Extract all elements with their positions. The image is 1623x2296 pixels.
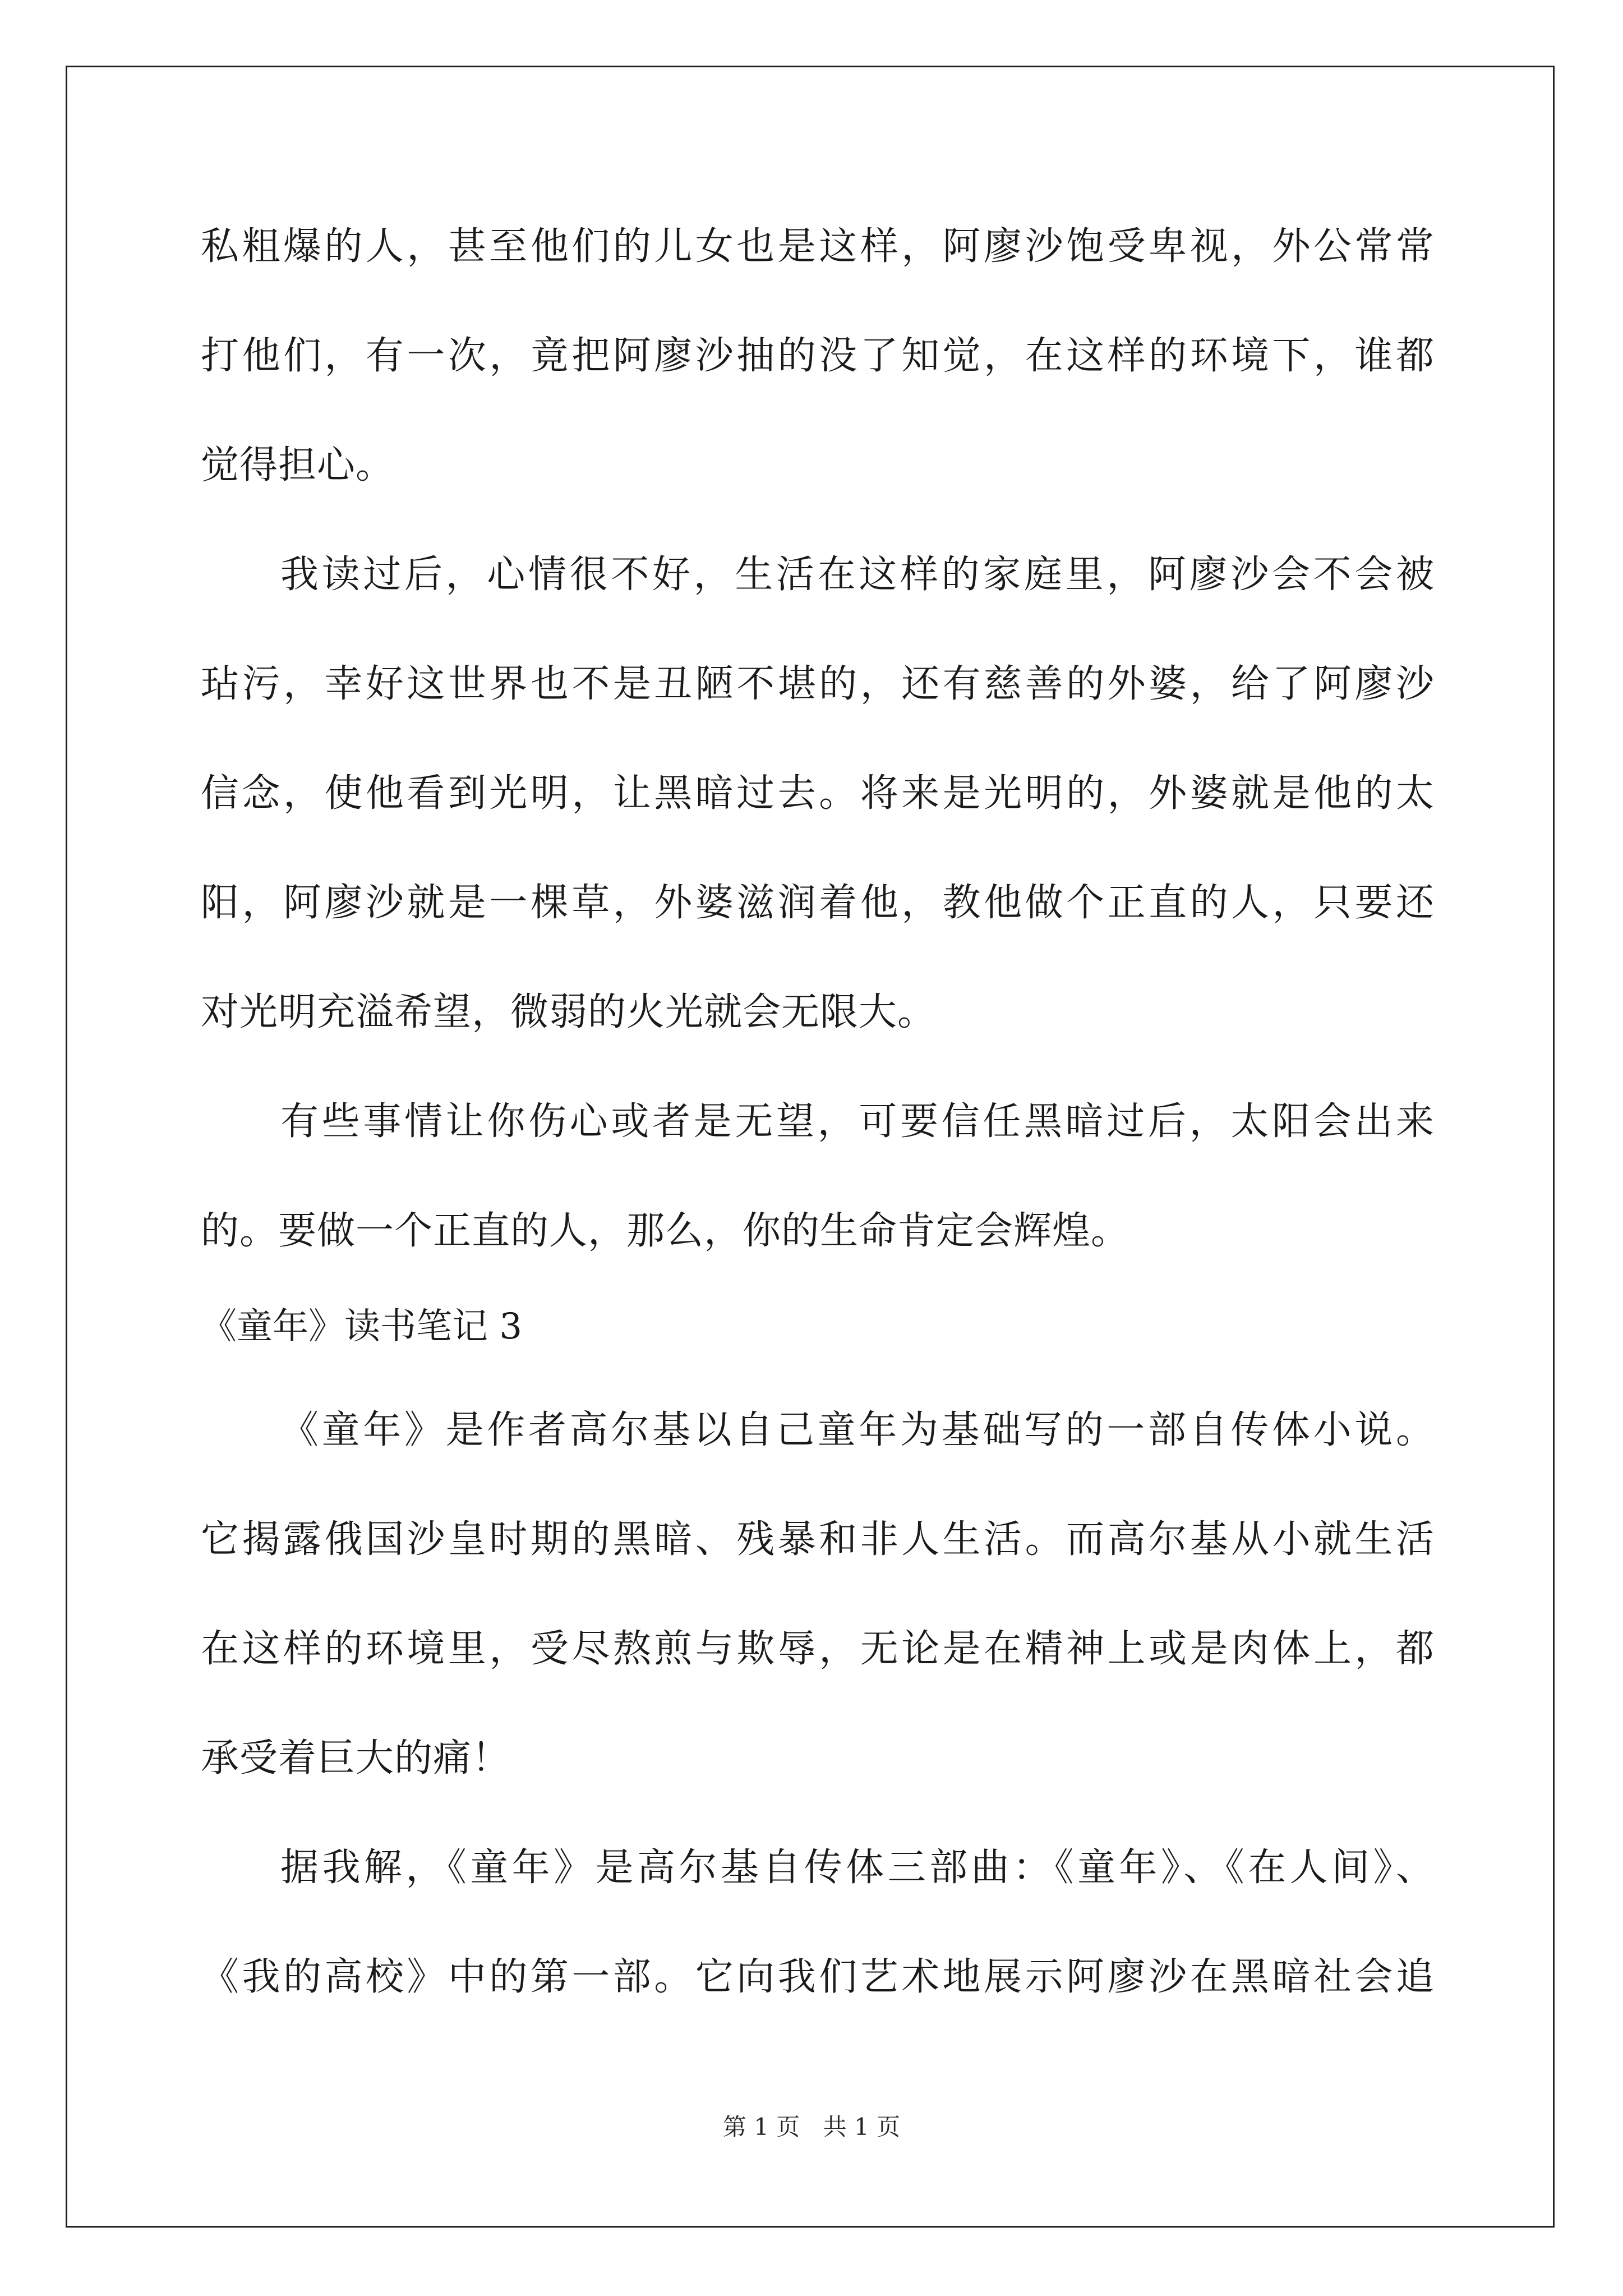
body-text-line: 打他们，有一次，竟把阿廖沙抽的没了知觉，在这样的环境下，谁都 — [201, 334, 1435, 378]
body-text-line: 对光明充溢希望，微弱的火光就会无限大。 — [201, 990, 937, 1034]
body-text-line: 私粗爆的人，甚至他们的儿女也是这样，阿廖沙饱受卑视，外公常常 — [201, 224, 1435, 269]
body-text-line: 《我的高校》中的第一部。它向我们艺术地展示阿廖沙在黑暗社会追 — [201, 1955, 1435, 1999]
body-text-line: 觉得担心。 — [201, 443, 395, 487]
page-footer — [0, 2110, 1623, 2144]
body-text-line: 承受着巨大的痛！ — [201, 1736, 511, 1780]
body-text-line: 阳，阿廖沙就是一棵草，外婆滋润着他，教他做个正直的人，只要还 — [201, 881, 1435, 925]
body-text-line: 有些事情让你伤心或者是无望，可要信任黑暗过后，太阳会出来 — [280, 1099, 1435, 1144]
body-text-line: 玷污，幸好这世界也不是丑陋不堪的，还有慈善的外婆，给了阿廖沙 — [201, 662, 1435, 706]
body-text-line: 它揭露俄国沙皇时期的黑暗、残暴和非人生活。而高尔基从小就生活 — [201, 1517, 1435, 1562]
body-text-line: 据我解，《童年》是高尔基自传体三部曲：《童年》、《在人间》、 — [280, 1846, 1435, 1890]
body-text-line: 信念，使他看到光明，让黑暗过去。将来是光明的，外婆就是他的太 — [201, 771, 1435, 816]
page-number-current: 第 1 页 — [722, 2113, 800, 2141]
section-heading: 《童年》读书笔记 3 — [201, 1306, 523, 1347]
body-text-line: 在这样的环境里，受尽熬煎与欺辱，无论是在精神上或是肉体上，都 — [201, 1627, 1435, 1671]
body-text-line: 我读过后，心情很不好，生活在这样的家庭里，阿廖沙会不会被 — [280, 553, 1435, 597]
body-text-line: 《童年》是作者高尔基以自己童年为基础写的一部自传体小说。 — [280, 1408, 1435, 1452]
page-number-total: 共 1 页 — [823, 2113, 901, 2141]
body-text-line: 的。要做一个正直的人，那么，你的生命肯定会辉煌。 — [201, 1209, 1130, 1253]
